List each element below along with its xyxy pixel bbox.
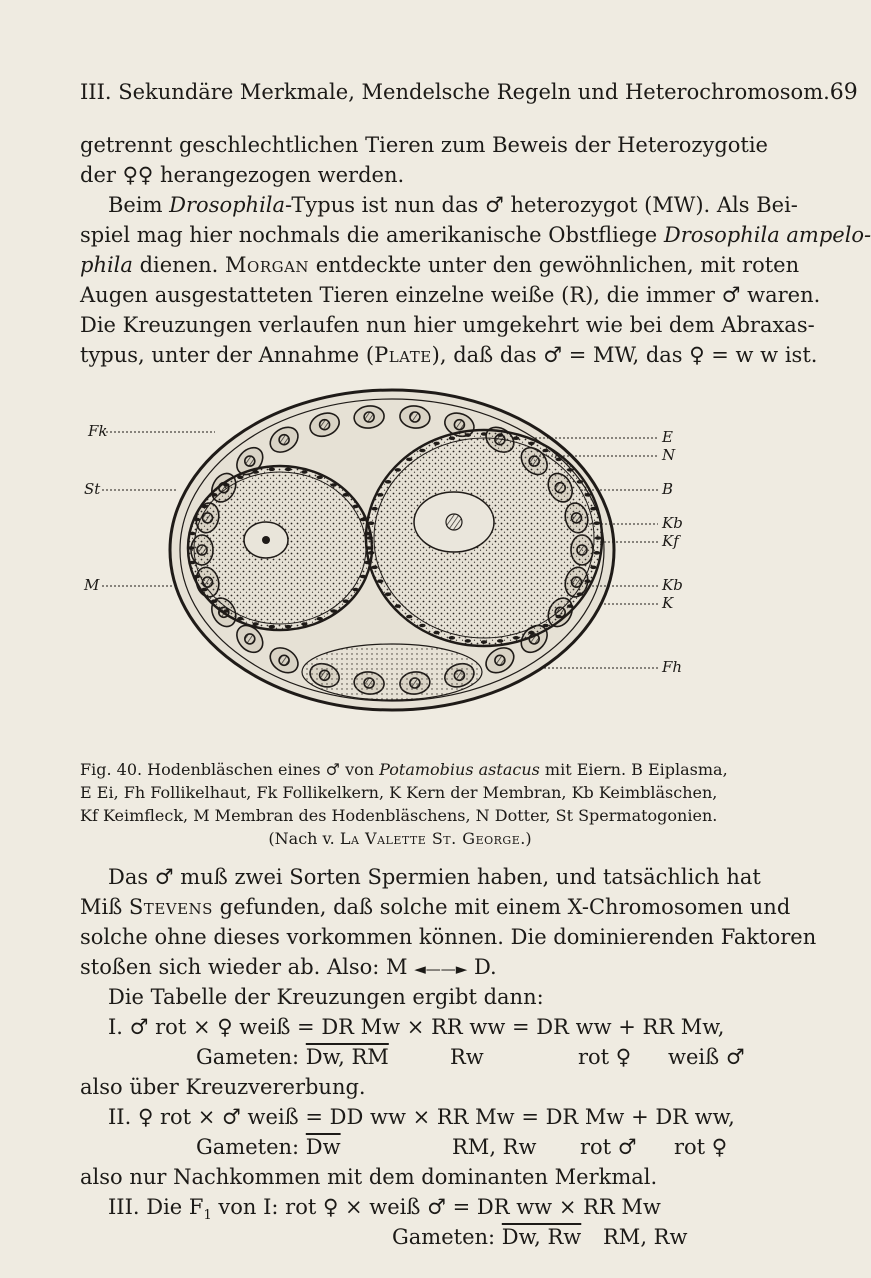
page-number: 69: [829, 80, 858, 105]
cross-i-result-1: rot ♀: [578, 1045, 632, 1069]
cross-i-line: I. ♂ rot × ♀ weiß = DR Mw × RR ww = DR ww + RR Mw,: [108, 1015, 725, 1039]
label-kb-top: Kb: [662, 514, 683, 532]
label-st: St: [84, 480, 101, 498]
running-title: III. Sekundäre Merkmale, Mendelsche Regeln und Heterochromosom.: [80, 80, 830, 104]
caption-line: Kf Keimfleck, M Membran des Hodenbläschens, N Dotter, St Spermatogonien.: [80, 806, 718, 825]
cross-ii-result-1: rot ♂: [580, 1135, 637, 1159]
text-line: Die Kreuzungen verlaufen nun hier umgekehrt wie bei dem Abraxas-: [80, 313, 815, 337]
caption-line: (Nach v. La Valette St. George.): [268, 829, 532, 848]
caption-line: E Ei, Fh Follikelhaut, Fk Follikelkern, K Kern der Membran, Kb Keimbläschen,: [80, 783, 718, 802]
label-kf: Kf: [662, 532, 679, 550]
label-fh: Fh: [662, 658, 683, 676]
cross-iii-line: III. Die $F_1$ von I: rot ♀ × weiß ♂ = DR ww × RR Mw: [108, 1195, 661, 1224]
text-line: Das ♂ muß zwei Sorten Spermien haben, und tatsächlich hat: [108, 865, 761, 889]
label-e: E: [662, 428, 673, 446]
cross-i-gamete-2: Rw: [450, 1045, 484, 1069]
label-b: B: [662, 480, 674, 498]
label-fk: Fk: [88, 422, 108, 440]
text-line: phila dienen. Morgan entdeckte unter den gewöhnlichen, mit roten: [80, 253, 800, 277]
cross-ii-line: II. ♀ rot × ♂ weiß = DD ww × RR Mw = DR Mw + DR ww,: [108, 1105, 735, 1129]
cross-iii-gametes: Gameten: Dw, Rw: [392, 1225, 582, 1249]
text-line: der ♀♀ herangezogen werden.: [80, 163, 405, 187]
text-line: Miß Stevens gefunden, daß solche mit einem X-Chromosomen und: [80, 895, 791, 919]
text-line: solche ohne dieses vorkommen können. Die dominierenden Faktoren: [80, 925, 817, 949]
testis-vesicle-illustration: [80, 372, 720, 742]
cross-ii-gametes: Gameten: $\overline{Dw}$: [196, 1135, 341, 1159]
label-n: N: [662, 446, 676, 464]
cross-ii-result-2: rot ♀: [674, 1135, 728, 1159]
cross-ii-conclusion: also nur Nachkommen mit dem dominanten Merkmal.: [80, 1165, 658, 1189]
label-k: K: [662, 594, 674, 612]
cross-i-gametes: Gameten: Dw, RM: [196, 1045, 389, 1069]
germinal-spot: [446, 514, 462, 530]
cross-iii-gamete-2: RM, Rw: [603, 1225, 688, 1249]
cross-i-result-2: weiß ♂: [668, 1045, 745, 1069]
text-line: Augen ausgestatteten Tieren einzelne weiße (R), die immer ♂ waren.: [80, 283, 821, 307]
cross-ii-gamete-2: RM, Rw: [452, 1135, 537, 1159]
table-intro: Die Tabelle der Kreuzungen ergibt dann:: [108, 985, 544, 1009]
label-m: M: [84, 576, 100, 594]
figure-testis-vesicle: [80, 372, 720, 742]
text-line: typus, unter der Annahme (Plate), daß das ♂ = MW, das ♀ = w w ist.: [80, 343, 818, 367]
text-line: getrennt geschlechtlichen Tieren zum Beweis der Heterozygotie: [80, 133, 768, 157]
text-line: spiel mag hier nochmals die amerikanische Obstfliege Drosophila ampelo-: [80, 223, 871, 247]
text-line: stoßen sich wieder ab. Also: M ◄——► D.: [80, 955, 497, 979]
label-kb-bottom: Kb: [662, 576, 683, 594]
running-header: [80, 80, 858, 105]
caption-line: Fig. 40. Hodenbläschen eines ♂ von Potamobius astacus mit Eiern. B Eiplasma,: [80, 760, 728, 779]
cross-i-conclusion: also über Kreuzvererbung.: [80, 1075, 366, 1099]
text-line: Beim Drosophila-Typus ist nun das ♂ heterozygot (MW). Als Bei-: [108, 193, 798, 217]
